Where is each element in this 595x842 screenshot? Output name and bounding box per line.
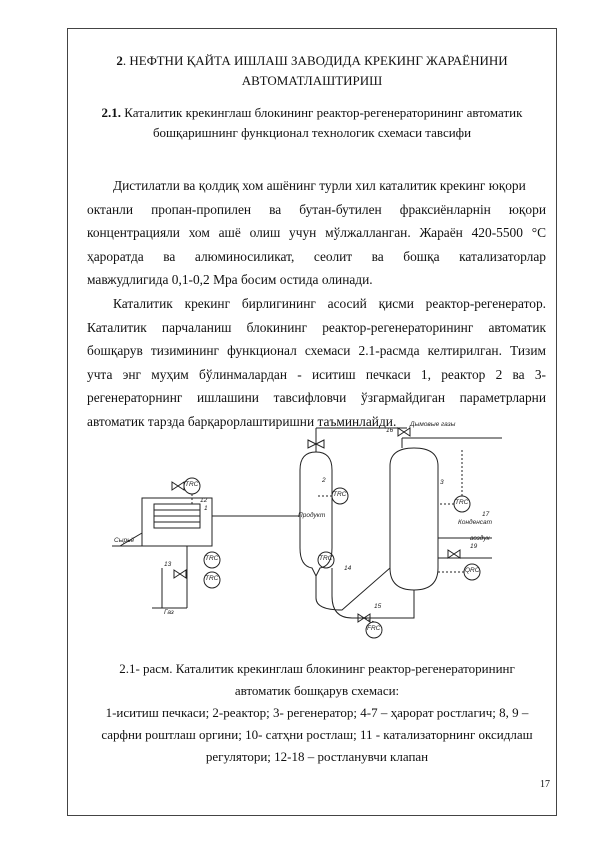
caption-line: сарфни роштлаш оргини; 10- сатҳни ростлаш; 11 - катализаторнинг оксидлаш bbox=[101, 727, 533, 742]
regenerator-vessel bbox=[390, 448, 438, 590]
caption-line: 1-иситиш печкаси; 2-реактор; 3- регенератор; 4-7 – ҳарорат ростлагич; 8, 9 – bbox=[105, 705, 529, 720]
instrument-tag: TRC bbox=[185, 481, 199, 488]
label-product: Продукт bbox=[298, 512, 326, 519]
label-number: 3 bbox=[440, 479, 444, 486]
section-title-line1: . НЕФТНИ ҚАЙТА ИШЛАШ ЗАВОДИДА КРЕКИНГ ЖАРАЁНИНИ bbox=[122, 53, 508, 68]
label-number: 19 bbox=[470, 543, 478, 550]
label-number: 2 bbox=[322, 477, 326, 484]
instrument-tag: TRC bbox=[205, 575, 219, 582]
instrument-tag: QRC bbox=[465, 567, 480, 574]
paragraph-2-line: Каталитик парчаланиш блокининг реактор-регенераторининг автоматик bbox=[87, 319, 546, 335]
caption-line: 2.1- расм. Каталитик крекинглаш блокининг реактор-регенераторининг bbox=[119, 661, 515, 676]
page-number: 17 bbox=[540, 779, 550, 790]
caption-line: автоматик бошқарув схемаси: bbox=[234, 683, 400, 698]
section-number: 2 bbox=[116, 53, 123, 68]
paragraph-1 bbox=[87, 174, 546, 292]
control-valve bbox=[398, 428, 410, 436]
paragraph-2 bbox=[87, 292, 546, 434]
instrument-tag: FRC bbox=[367, 625, 381, 632]
label-number: 17 bbox=[482, 511, 490, 518]
instrument-tag: TRC bbox=[455, 499, 469, 506]
paragraph-1-line: октанли пропан-пропилен ва бутан-бутилен фраксиёнларнін юқори bbox=[87, 201, 546, 217]
paragraph-2-line: Каталитик крекинг бирлигининг асосий қисми реактор-регенератор. bbox=[113, 296, 546, 311]
label-number: 15 bbox=[374, 603, 382, 610]
paragraph-2-line: учта энг муҳим бўлинмалардан - иситиш печкаси 1, реактор 2 ва 3- bbox=[87, 366, 546, 382]
subsection-title-line1: Каталитик крекинглаш блокининг реактор-регенераторининг автоматик bbox=[121, 105, 523, 120]
label-air: воздух bbox=[470, 535, 490, 542]
figure-caption bbox=[82, 658, 552, 768]
label-number: 16 bbox=[386, 427, 394, 434]
label-number: 1 bbox=[204, 505, 208, 512]
subsection-number: 2.1. bbox=[101, 105, 122, 120]
paragraph-2-line: автоматик тарзда барқарорлаштиришни таъминлайди. bbox=[87, 413, 397, 429]
label-gas: Газ bbox=[164, 609, 174, 616]
label-number: 14 bbox=[344, 565, 352, 572]
subsection-title-line2: бошқаришнинг функционал технологик схемаси тавсифи bbox=[152, 125, 472, 140]
reactor-regenerator-scheme bbox=[112, 418, 522, 640]
label-number: 13 bbox=[164, 561, 172, 568]
instrument-tag: TRC bbox=[319, 555, 333, 562]
section-heading bbox=[72, 51, 552, 91]
section-title-line2: АВТОМАТЛАШТИРИШ bbox=[241, 73, 383, 88]
paragraph-1-line: мавжудлигида 0,1-0,2 Mpa босим остида олинади. bbox=[87, 272, 373, 288]
caption-line: регулятори; 12-18 – ростланувчи клапан bbox=[205, 749, 429, 764]
label-condensate: Конденсат bbox=[458, 519, 493, 526]
control-valve bbox=[448, 550, 460, 558]
label-flue-gas: Дымовые газы bbox=[410, 421, 456, 428]
paragraph-2-line: бошқарув тизимининг функционал схемаси 2.1-расмда келтирилган. Тизим bbox=[87, 343, 546, 359]
control-valve bbox=[172, 482, 184, 490]
label-raw: Сырьё bbox=[114, 537, 135, 544]
subsection-heading bbox=[72, 103, 552, 143]
paragraph-1-line: Дистилатли ва қолдиқ хом ашёнинг турли хил каталитик крекинг юқори bbox=[113, 178, 526, 193]
control-valve bbox=[174, 570, 186, 578]
paragraph-1-line: концентрацияли хом ашё олиш учун мўлжалланган. Жараён 420-5500 °C bbox=[87, 225, 546, 241]
instrument-tag: TRC bbox=[205, 555, 219, 562]
paragraph-1-line: ҳароратда ва алюминосиликат, сеолит ва бошқа катализаторлар bbox=[87, 248, 546, 264]
paragraph-2-line: регенераторнинг ишлашини тавсифловчи ўзгармайдиган параметрларни bbox=[87, 390, 546, 406]
instrument-tag: TRC bbox=[333, 491, 347, 498]
label-number: 12 bbox=[200, 497, 208, 504]
